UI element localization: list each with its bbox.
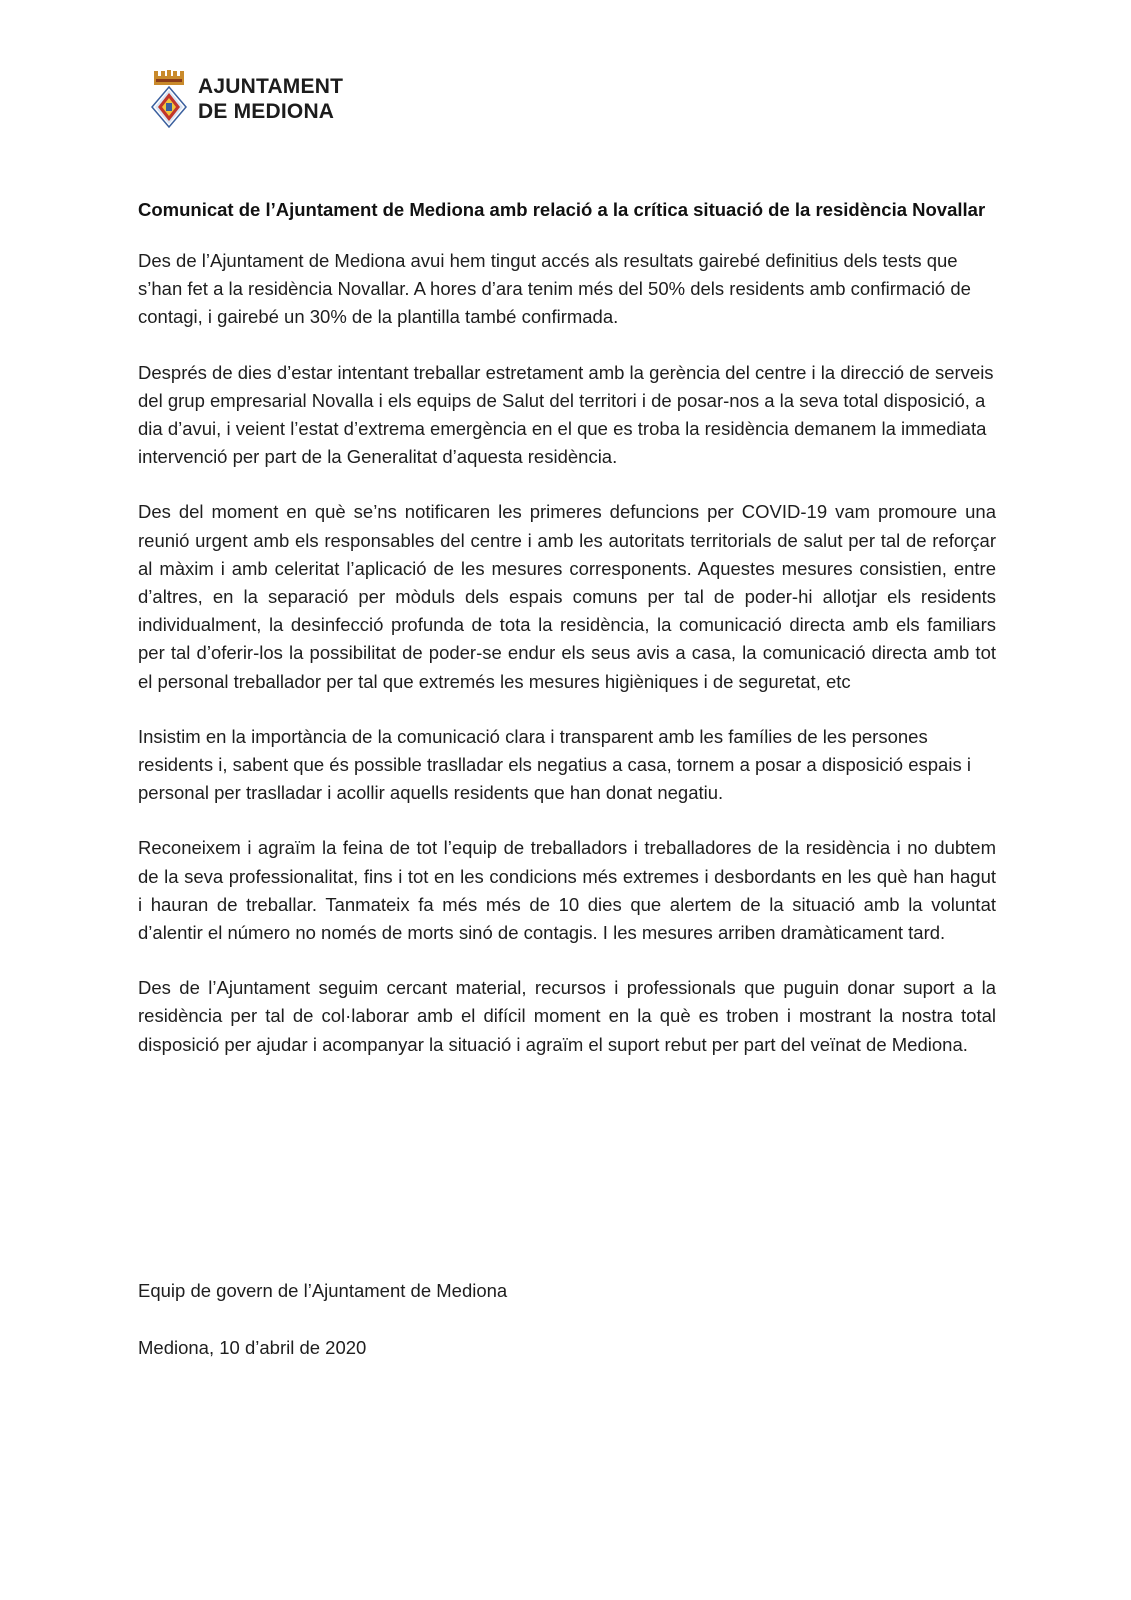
date-line: Mediona, 10 d’abril de 2020: [138, 1337, 367, 1358]
coat-of-arms-icon: [150, 70, 188, 128]
paragraph-3: Des del moment en què se’ns notificaren les primeres defuncions per COVID-19 vam promoure una reunió urgent amb els responsables del centre i amb les autoritats territorials de salut per tal de reforçar al màxim i amb celeritat l’aplicació de les mesures corresponents. Aquestes mesures consistien, entre d’altres, en la separació per mòduls dels espais comuns per tal de poder-hi allotjar els residents individualment, la desinfecció profunda de tota la residència, la comunicació directa amb els familiars per tal d’oferir-los la possibilitat de poder-se endur els seus avis a casa, la comunicació directa amb tot el personal treballador per tal que extremés les mesures higièniques i de seguretat, etc: [138, 501, 996, 692]
paragraph-2: Després de dies d’estar intentant treballar estretament amb la gerència del centre i la direcció de serveis del grup empresarial Novalla i els equips de Salut del territori i de posar-nos a la seva total disposició, a dia d’avui, i veient l’estat d’extrema emergència en el que es troba la residència demanem la immediata intervenció per part de la Generalitat d’aquesta residència.: [138, 361, 994, 468]
letterhead: [150, 70, 343, 128]
paragraph-1: Des de l’Ajuntament de Mediona avui hem tingut accés als resultats gairebé definitius dels tests que s’han fet a la residència Novallar. A hores d’ara tenim més del 50% dels residents amb confirmació de contagi, i gairebé un 30% de la plantilla també confirmada.: [138, 250, 971, 328]
org-name-line2: DE MEDIONA: [198, 100, 335, 123]
org-name-line1: AJUNTAMENT: [198, 75, 344, 98]
document-body: [138, 196, 996, 1086]
document-title: Comunicat de l’Ajuntament de Mediona amb relació a la crítica situació de la residència Novallar: [138, 199, 986, 220]
organization-name: [198, 74, 343, 124]
signature: Equip de govern de l’Ajuntament de Mediona: [138, 1280, 508, 1301]
paragraph-4: Insistim en la importància de la comunicació clara i transparent amb les famílies de les persones residents i, sabent que és possible traslladar els negatius a casa, tornem a posar a disposició espais i personal per traslladar i acollir aquells residents que han donat negatiu.: [138, 725, 971, 804]
paragraph-6: Des de l’Ajuntament seguim cercant material, recursos i professionals que puguin donar suport a la residència per tal de col·laborar amb el difícil moment en la què es troben i mostrant la nostra total disposició per ajudar i acompanyar la situació i agraïm el suport rebut per part del veïnat de Mediona.: [138, 977, 996, 1055]
paragraph-5: Reconeixem i agraïm la feina de tot l’equip de treballadors i treballadores de la residència i no dubtem de la seva professionalitat, fins i tot en les condicions més extremes i desbordants en les què han hagut i hauran de treballar. Tanmateix fa més més de 10 dies que alertem de la situació amb la voluntat d’alentir el número no només de morts sinó de contagis. I les mesures arriben dramàticament tard.: [138, 837, 996, 944]
